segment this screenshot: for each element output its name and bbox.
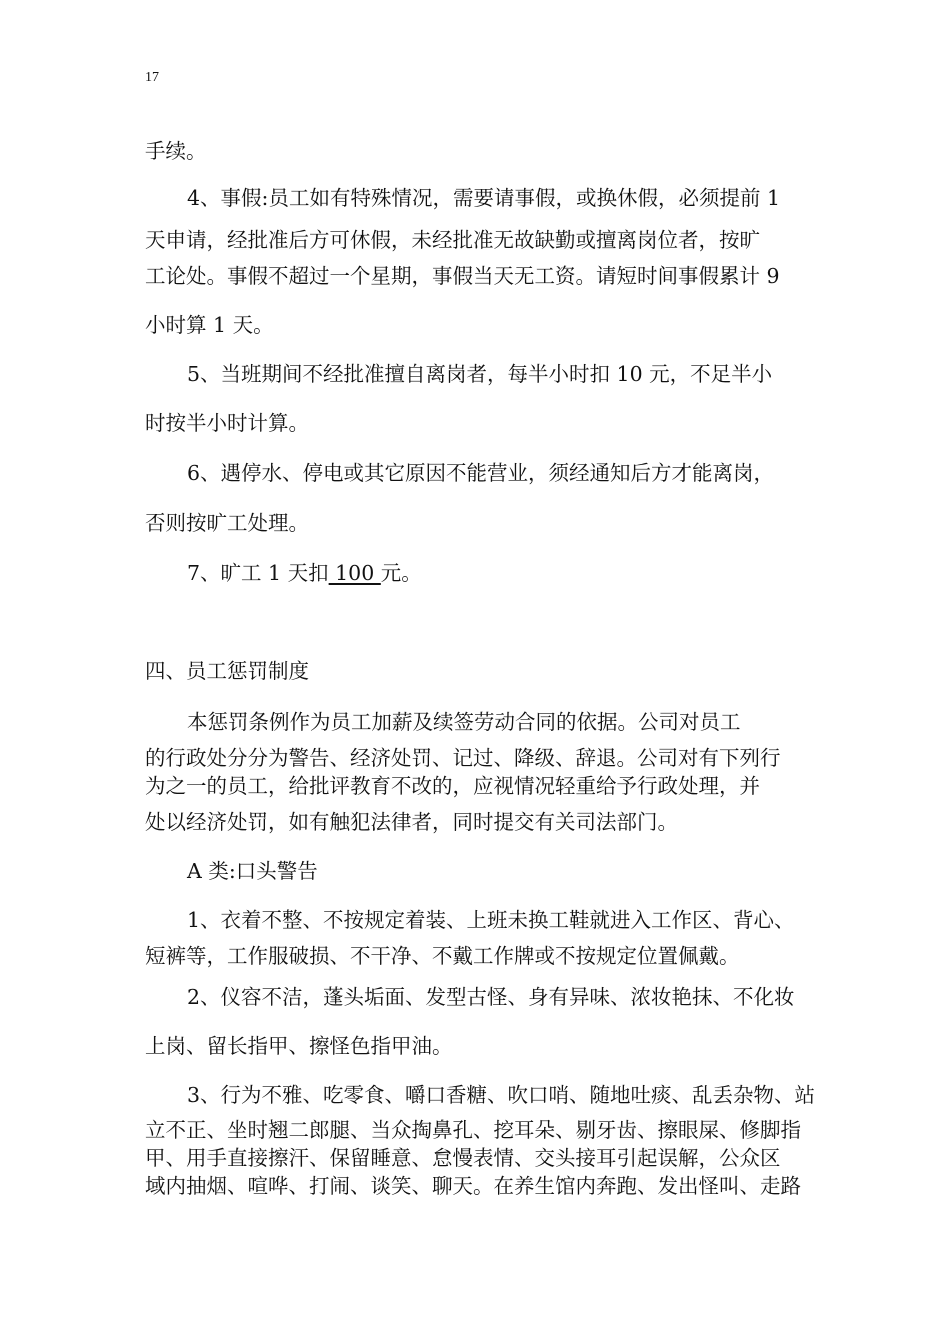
text-line: 为之一的员工，给批评教育不改的，应视情况轻重给予行政处理，并 [145,774,760,798]
text-line: 2、仪容不洁，蓬头垢面、发型古怪、身有异味、浓妆艳抹、不化妆 [187,985,795,1009]
text-line: 处以经济处罚，如有触犯法律者，同时提交有关司法部门。 [145,810,678,834]
text-line: 工论处。事假不超过一个星期，事假当天无工资。请短时间事假累计 9 [145,264,780,288]
item7-suffix: 元。 [380,561,422,585]
text-line: 天申请，经批准后方可休假，未经批准无故缺勤或擅离岗位者，按旷 [145,228,760,252]
section-heading: 四、员工惩罚制度 [145,659,309,683]
text-line: 否则按旷工处理。 [145,511,309,535]
text-line: 域内抽烟、喧哗、打闹、谈笑、聊天。在养生馆内奔跑、发出怪叫、走路 [145,1174,801,1198]
text-line: 5、当班期间不经批准擅自离岗者，每半小时扣 10 元，不足半小 [187,362,773,386]
text-line: 6、遇停水、停电或其它原因不能营业，须经通知后方才能离岗， [187,461,775,485]
text-line: 的行政处分分为警告、经济处罚、记过、降级、辞退。公司对有下列行 [145,746,781,770]
text-line: 甲、用手直接擦汗、保留睡意、怠慢表情、交头接耳引起误解，公众区 [145,1146,781,1170]
text-line: 1、衣着不整、不按规定着装、上班未换工鞋就进入工作区、背心、 [187,908,795,932]
page-number: 17 [145,70,159,85]
text-line [187,561,810,585]
text-line: 4、事假:员工如有特殊情况，需要请事假，或换休假，必须提前 1 [187,186,781,210]
text-line: 短裤等，工作服破损、不干净、不戴工作牌或不按规定位置佩戴。 [145,944,740,968]
text-line: 时按半小时计算。 [145,411,309,435]
text-line: 上岗、留长指甲、擦怪色指甲油。 [145,1034,453,1058]
text-line: 本惩罚条例作为员工加薪及续签劳动合同的依据。公司对员工 [187,710,741,734]
text-line: 3、行为不雅、吃零食、嚼口香糖、吹口哨、随地吐痰、乱丢杂物、站 [187,1083,816,1107]
item7-amount: 100 [328,561,381,585]
text-line: 立不正、坐时翘二郎腿、当众掏鼻孔、挖耳朵、剔牙齿、擦眼屎、修脚指 [145,1118,801,1142]
text-line: 手续。 [145,139,207,163]
text-line: 小时算 1 天。 [145,313,274,337]
item7-prefix: 7、旷工 1 天扣 [187,561,329,585]
subsection-heading: A 类:口头警告 [187,859,318,883]
